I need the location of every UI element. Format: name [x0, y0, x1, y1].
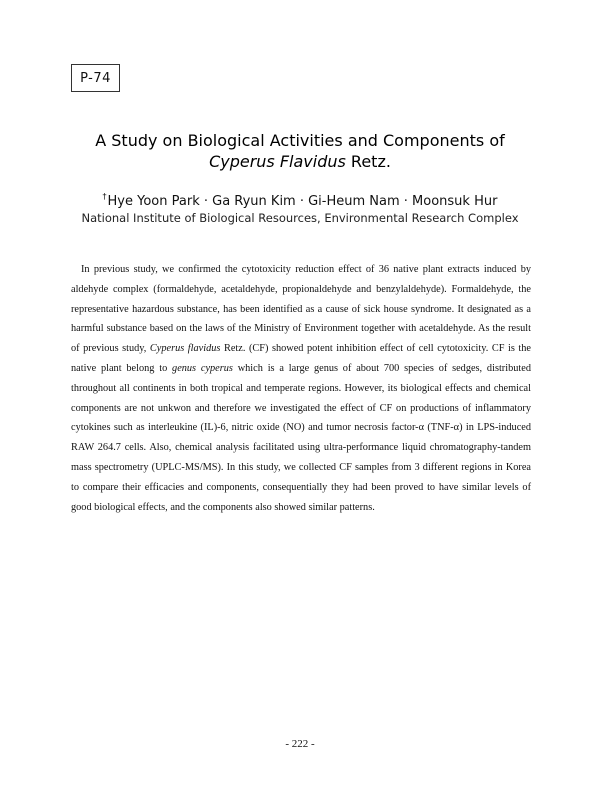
author-names: Hye Yoon Park · Ga Ryun Kim · Gi-Heum Nam · Moonsuk Hur: [107, 194, 498, 209]
title-line-1: A Study on Biological Activities and Components of: [95, 131, 505, 150]
title-line-2: [60, 151, 540, 172]
affiliation: National Institute of Biological Resources, Environmental Research Complex: [81, 211, 519, 225]
abstract-part-2: Retz. (CF) showed potent inhibition effect of cell cytotoxicity. CF is the native plant belong to: [71, 343, 531, 374]
abstract-part-1: In previous study, we confirmed the cytotoxicity reduction effect of 36 native plant extracts induced by aldehyde complex (formaldehyde, acetaldehyde, propionaldehyde and benzylaldehyde). Formaldehyde, the representative hazardous substance, has been identified as a cause of sick house syndrome. It designated as a harmful substance based on the laws of the Ministry of Environment together with acetaldehyde. As the result of previous study,: [71, 264, 531, 355]
page-number: - 222 -: [285, 738, 315, 750]
title-suffix: Retz.: [345, 152, 391, 171]
author-list: [60, 188, 540, 210]
corresponding-marker: †: [102, 192, 107, 201]
poster-id-box: [71, 64, 120, 92]
abstract: [71, 260, 531, 517]
title-species: Cyperus Flavidus: [209, 152, 346, 171]
abstract-part-3: which is a large genus of about 700 species of sedges, distributed throughout all continents in both tropical and temperate regions. However, its biological effects and chemical components are not unkwon and therefore we investigated the effect of CF on productions of inflammatory cytokines such as interleukine (IL)-6, nitric oxide (NO) and tumor necrosis factor-α (TNF-α) in LPS-induced RAW 264.7 cells. Also, chemical analysis facilitated using ultra-performance liquid chromatography-tandem mass spectrometry (UPLC-MS/MS). In this study, we collected CF samples from 3 different regions in Korea to compare their efficacies and components, consequentially they had been proved to have similar levels of good biological effects, and the components also showed similar patterns.: [71, 362, 531, 513]
abstract-genus: genus cyperus: [172, 362, 233, 374]
poster-id: P-74: [80, 70, 111, 86]
abstract-species: Cyperus flavidus: [149, 343, 221, 355]
paper-title: [60, 130, 540, 172]
